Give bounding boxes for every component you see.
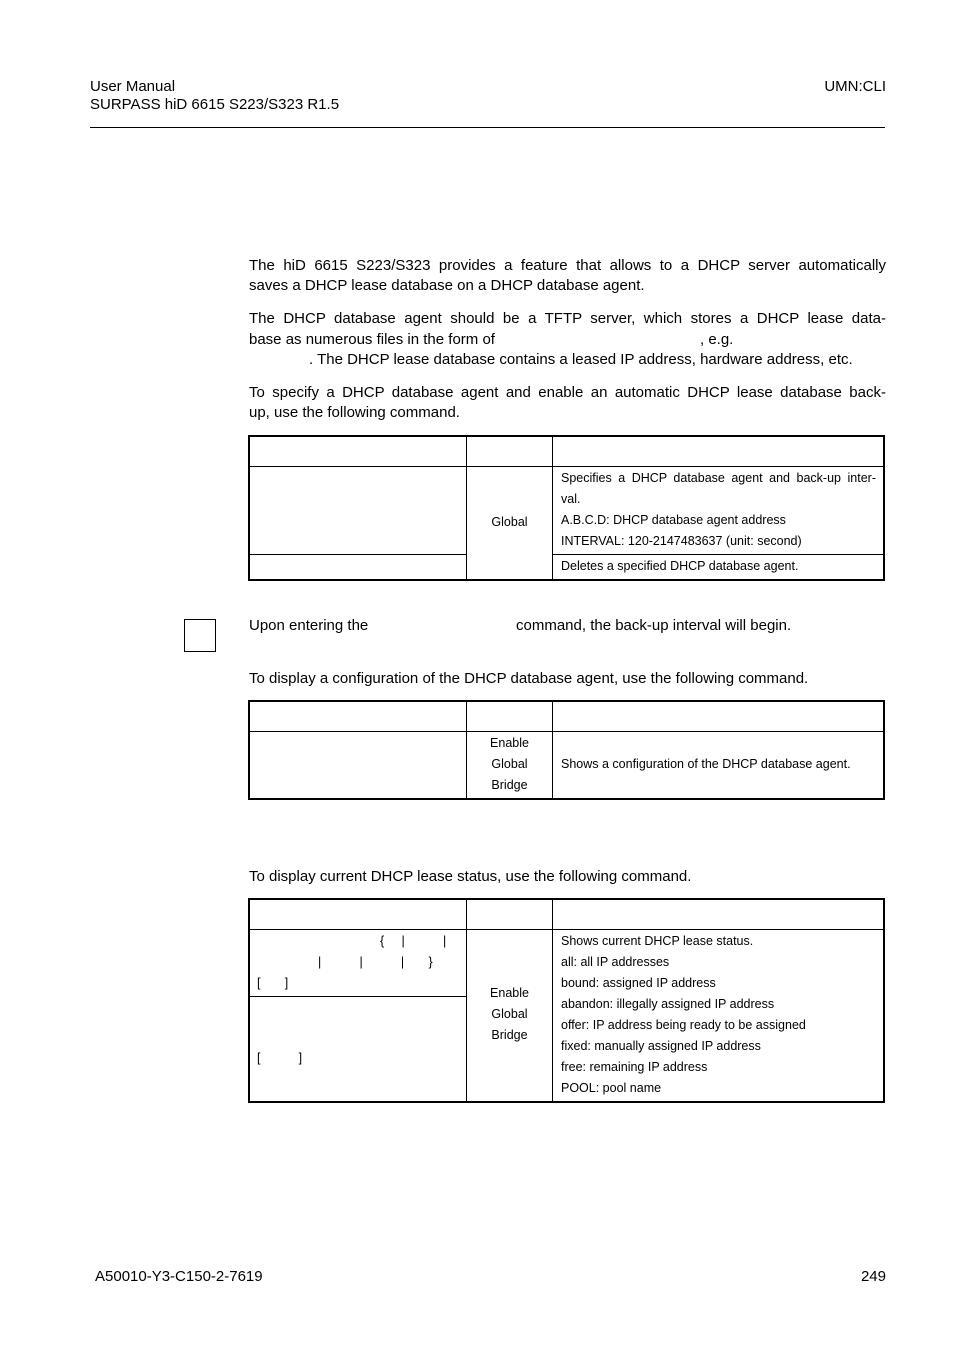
- paragraph-intro-line2: saves a DHCP lease database on a DHCP database agent.: [249, 277, 645, 294]
- paragraph-specify-line1: To specify a DHCP database agent and enable an automatic DHCP lease database back-: [249, 384, 886, 401]
- table1-desc-line3: A.B.C.D: DHCP database agent address: [561, 513, 786, 527]
- table1-desc-line1: Specifies a DHCP database agent and back-up inter-: [561, 471, 876, 485]
- table2-description: Shows a configuration of the DHCP database agent.: [561, 757, 851, 771]
- table3-desc-line8: POOL: pool name: [561, 1081, 662, 1095]
- table1-row2-description: Deletes a specified DHCP database agent.: [561, 559, 799, 573]
- table3-mode-global: Global: [491, 1007, 528, 1021]
- paragraph-specify: [249, 383, 886, 423]
- table1-desc-line4: INTERVAL: 120-2147483637 (unit: second): [561, 534, 802, 548]
- header-manual-title: User Manual: [90, 78, 176, 95]
- paragraph-agent-line3: . The DHCP lease database contains a leased IP address, hardware address, etc.: [309, 351, 853, 368]
- table2-mode-bridge: Bridge: [491, 778, 528, 792]
- paragraph-agent-line2b: , e.g.: [700, 331, 734, 348]
- table3-col-divider-2: [552, 900, 553, 1101]
- table3-desc-line7: free: remaining IP address: [561, 1060, 708, 1074]
- note-text-b: command, the back-up interval will begin.: [516, 617, 792, 634]
- table3-desc-line2: all: all IP addresses: [561, 955, 670, 969]
- table2-mode-global: Global: [491, 757, 528, 771]
- table3-description: [561, 931, 881, 1099]
- note-text-a: Upon entering the: [249, 617, 369, 634]
- table1-row-divider-left: [249, 554, 466, 555]
- table2-header-divider: [249, 731, 884, 732]
- table3-mode-enable: Enable: [490, 986, 529, 1000]
- table3-modes: [467, 983, 552, 1046]
- header-section-code: UMN:CLI: [824, 78, 886, 95]
- table3-desc-line4: abandon: illegally assigned IP address: [561, 997, 775, 1011]
- paragraph-display-config: To display a configuration of the DHCP database agent, use the following command.: [249, 670, 809, 687]
- table1-description: [561, 468, 876, 552]
- paragraph-agent-line1: The DHCP database agent should be a TFTP server, which stores a DHCP lease data-: [249, 310, 886, 327]
- paragraph-specify-line2: up, use the following command.: [249, 404, 460, 421]
- table3-desc-line3: bound: assigned IP address: [561, 976, 716, 990]
- table3-syntax-line2: | | | }: [318, 955, 433, 969]
- header-product-title: SURPASS hiD 6615 S223/S323 R1.5: [90, 96, 340, 113]
- table3-syntax-line1: { | |: [380, 934, 447, 948]
- table1-desc-line2: val.: [561, 492, 581, 506]
- paragraph-agent: [249, 309, 886, 329]
- table3-row2-syntax: [ ]: [257, 1051, 303, 1065]
- paragraph-intro-line1: The hiD 6615 S223/S323 provides a feature that allows to a DHCP server automatically: [249, 257, 886, 274]
- note-icon: [184, 619, 216, 652]
- paragraph-agent-line2a: base as numerous files in the form of: [249, 331, 495, 348]
- table3-syntax-line3: [ ]: [257, 976, 289, 990]
- command-table-show-agent: [248, 700, 885, 800]
- footer-doc-id: A50010-Y3-C150-2-7619: [95, 1268, 263, 1285]
- paragraph-lease-status: To display current DHCP lease status, use the following command.: [249, 868, 692, 885]
- header-rule: [90, 127, 885, 128]
- table3-header-divider: [249, 929, 884, 930]
- table3-desc-line5: offer: IP address being ready to be assigned: [561, 1018, 806, 1032]
- table1-mode: Global: [491, 515, 528, 529]
- table2-col-divider-2: [552, 702, 553, 798]
- table1-col-divider-2: [552, 437, 553, 579]
- table1-col-divider-1: [466, 437, 467, 579]
- footer-page-number: 249: [860, 1268, 886, 1285]
- table1-header-divider: [249, 466, 884, 467]
- table2-mode-enable: Enable: [490, 736, 529, 750]
- table3-desc-line6: fixed: manually assigned IP address: [561, 1039, 761, 1053]
- table1-row-divider-right: [552, 554, 884, 555]
- table3-mode-bridge: Bridge: [491, 1028, 528, 1042]
- table3-desc-line1: Shows current DHCP lease status.: [561, 934, 754, 948]
- table2-modes: [467, 733, 552, 796]
- table3-row-divider-left: [249, 996, 466, 997]
- paragraph-intro: [249, 256, 886, 296]
